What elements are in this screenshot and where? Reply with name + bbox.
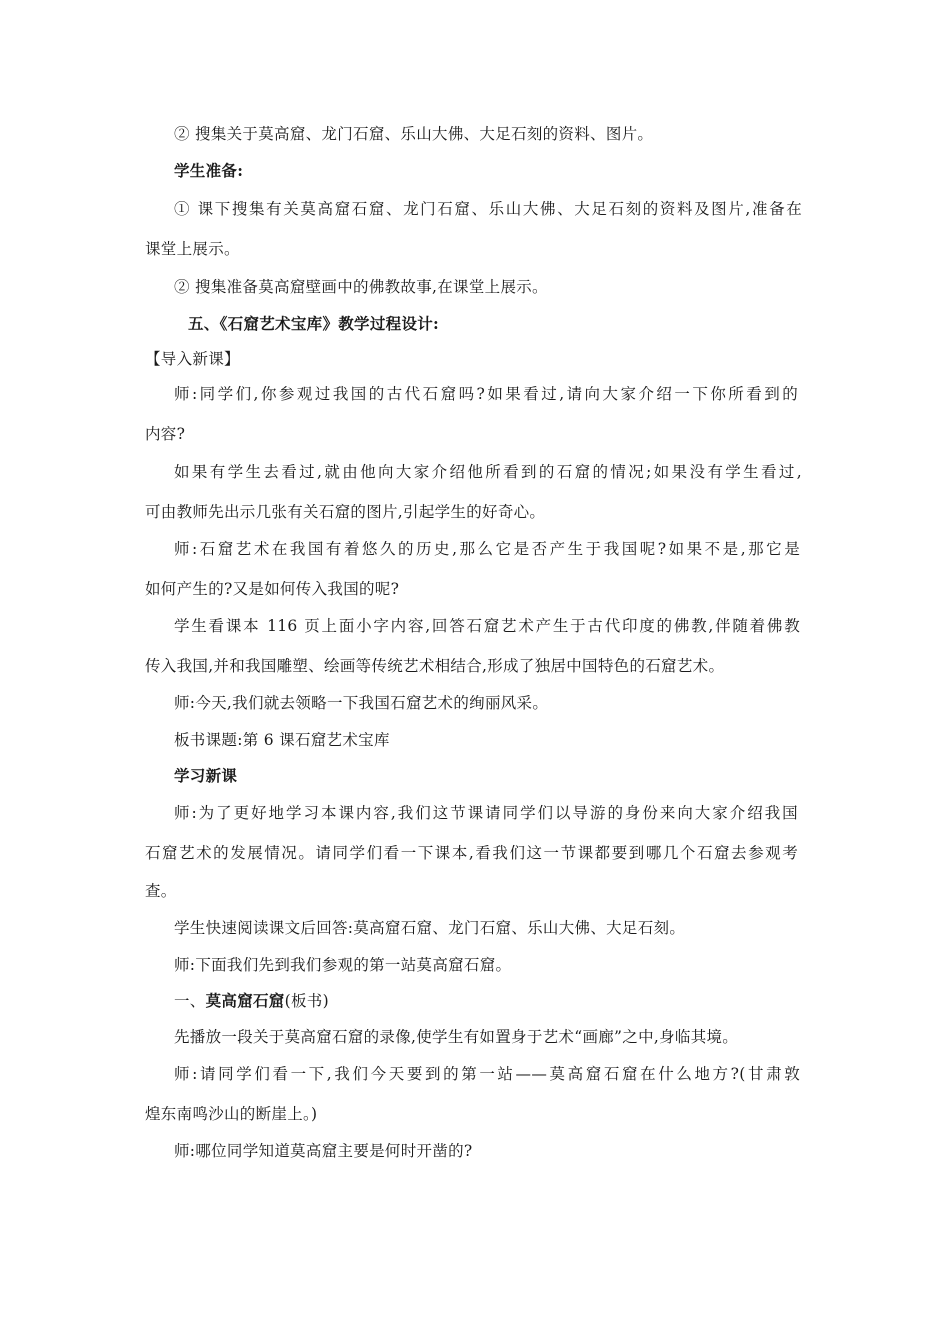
student-prep-item-1-line-2: 课堂上展示。 bbox=[145, 240, 240, 258]
mogao-paragraph-1: 先播放一段关于莫高窟石窟的录像,使学生有如置身于艺术“画廊”之中,身临其境。 bbox=[174, 1028, 739, 1046]
student-prep-item-1-line-1: ① 课下搜集有关莫高窟石窟、龙门石窟、乐山大佛、大足石刻的资料及图片,准备在 bbox=[174, 200, 802, 218]
mogao-heading bbox=[174, 991, 329, 1011]
mogao-paragraph-2-line-1: 师:请同学们看一下,我们今天要到的第一站——莫高窟石窟在什么地方?(甘肃敦 bbox=[174, 1065, 800, 1083]
intro-paragraph-4-line-2: 传入我国,并和我国雕塑、绘画等传统艺术相结合,形成了独居中国特色的石窟艺术。 bbox=[145, 657, 725, 675]
intro-paragraph-2-line-1: 如果有学生去看过,就由他向大家介绍他所看到的石窟的情况;如果没有学生看过, bbox=[174, 463, 802, 481]
mogao-heading-title: 莫高窟石窟 bbox=[205, 991, 285, 1010]
section-5-heading: 五、《石窟艺术宝库》教学过程设计: bbox=[188, 314, 440, 333]
student-prep-item-2: ② 搜集准备莫高窟壁画中的佛教故事,在课堂上展示。 bbox=[174, 278, 548, 296]
mogao-paragraph-2-line-2: 煌东南鸣沙山的断崖上。) bbox=[145, 1105, 318, 1123]
intro-paragraph-1-line-2: 内容? bbox=[145, 425, 186, 443]
student-prep-heading: 学生准备: bbox=[174, 161, 244, 180]
intro-paragraph-5: 师:今天,我们就去领略一下我国石窟艺术的绚丽风采。 bbox=[174, 694, 549, 712]
intro-paragraph-4-line-1: 学生看课本 116 页上面小字内容,回答石窟艺术产生于古代印度的佛教,伴随着佛教 bbox=[174, 617, 800, 635]
intro-paragraph-3-line-1: 师:石窟艺术在我国有着悠久的历史,那么它是否产生于我国呢?如果不是,那它是 bbox=[174, 540, 800, 558]
new-lesson-heading: 学习新课 bbox=[174, 766, 238, 785]
intro-paragraph-3-line-2: 如何产生的?又是如何传入我国的呢? bbox=[145, 580, 400, 598]
mogao-paragraph-3: 师:哪位同学知道莫高窟主要是何时开凿的? bbox=[174, 1142, 473, 1160]
teacher-prep-item-2: ② 搜集关于莫高窟、龙门石窟、乐山大佛、大足石刻的资料、图片。 bbox=[174, 125, 654, 143]
new-lesson-paragraph-1-line-2: 石窟艺术的发展情况。请同学们看一下课本,看我们这一节课都要到哪几个石窟去参观考 bbox=[145, 844, 798, 862]
intro-paragraph-1-line-1: 师:同学们,你参观过我国的古代石窟吗?如果看过,请向大家介绍一下你所看到的 bbox=[174, 385, 798, 403]
intro-paragraph-2-line-2: 可由教师先出示几张有关石窟的图片,引起学生的好奇心。 bbox=[145, 503, 546, 521]
new-lesson-paragraph-3: 师:下面我们先到我们参观的第一站莫高窟石窟。 bbox=[174, 956, 512, 974]
lesson-title-board: 板书课题:第 6 课石窟艺术宝库 bbox=[174, 731, 390, 749]
new-lesson-paragraph-1-line-1: 师:为了更好地学习本课内容,我们这节课请同学们以导游的身份来向大家介绍我国 bbox=[174, 804, 798, 822]
new-lesson-paragraph-2: 学生快速阅读课文后回答:莫高窟石窟、龙门石窟、乐山大佛、大足石刻。 bbox=[174, 919, 686, 937]
mogao-heading-suffix: (板书) bbox=[284, 992, 329, 1010]
new-lesson-paragraph-1-line-3: 查。 bbox=[145, 882, 177, 900]
intro-heading: 【导入新课】 bbox=[145, 350, 240, 368]
mogao-heading-prefix: 一、 bbox=[174, 992, 206, 1010]
